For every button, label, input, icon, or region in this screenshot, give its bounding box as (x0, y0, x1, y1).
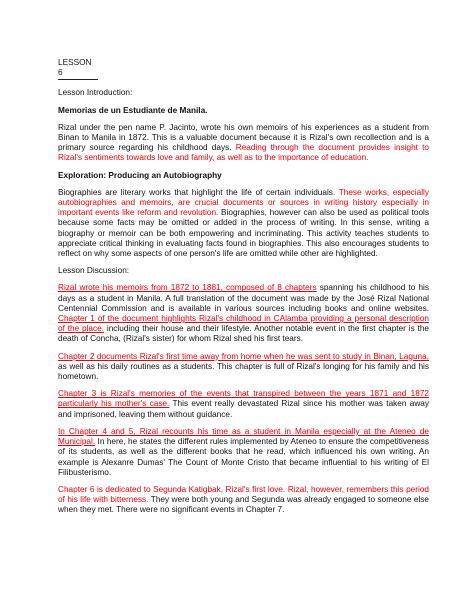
paragraph-chapter-2 (58, 352, 429, 383)
highlight-run: Chapter 2 documents Rizal's first time away from home when he was sent to study in Binan, Laguna, (58, 351, 429, 361)
text-run: They were both young and Segunda was already engaged to someone else when they met. There were no significant events in Chapter 7. (58, 495, 430, 515)
highlight-run: Rizal wrote his memoirs from 1872 to 1881, composed of 8 chapters (58, 283, 317, 293)
paragraph-chapter-3 (58, 389, 429, 420)
discussion-heading: Lesson Discussion: (58, 266, 130, 276)
highlight-run: These works, especially autobiographies and memoirs, are crucial documents or sources in writing history especially in important events like reform and revolution. (58, 187, 430, 218)
text-run: as well as his daily routines as a students. This chapter is full of Rizal's longing for his family and his hometown. (58, 361, 429, 382)
document-title: Memorias de un Estudiante de Manila. (58, 105, 208, 115)
text-run: Biographies, however can also be used as political tools because some facts may be omitted or added in the process of writing. In this sense, writing a biography or memoir can be both empowering and incriminating. This activity teaches students to appreciate critical thinking in evaluating facts found in biographies. This also encourages students to reflect on why some aspects of one person's life are omitted while other are highlighted. (58, 208, 429, 259)
paragraph-intro (58, 123, 429, 164)
text-run: including their house and their lifestyle. Another notable event in the first chapter is the death of Concha, (Rizal's sister) for whom Rizal shed his first tears. (58, 324, 429, 344)
text-run: Biographies are literary works that highlight the life of certain individuals. (58, 187, 339, 197)
highlight-run: Chapter 3 is Rizal's memories of the events that transpired between the years 1871 and 1872 particularly his mother's case. (58, 389, 429, 409)
text-run: Rizal under the pen name P. Jacinto, wrote his own memoirs of his experiences as a student from Binan to Manila in 1872. This is a valuable document because it is Rizal's own recollection and is a primary source regarding his childhood days. (58, 122, 429, 153)
text-run: In here, he states the different rules implemented by Ateneo to ensure the competitiveness of its students, as well as the different books that he read, which influenced his own writing. An example is Alexanre Dumas' The Count of Monte Cristo that became influential to his writing of El Filibusterismo. (58, 437, 429, 477)
lesson-label: LESSON 6 (58, 58, 98, 80)
paragraph-exploration (58, 188, 429, 259)
highlight-run: In Chapter 4 and 5, Rizal recounts his time as a student in Manila especially at the Ateneo de Municipal. (58, 426, 429, 447)
paragraph-memoirs (58, 283, 429, 344)
highlight-run: Chapter 1 of the document highlights Rizal's childhood in CAlamba providing a personal description of the place. (58, 314, 429, 334)
highlight-run: Reading through the document provides insight to Rizal's sentiments towards love and family, as well as to the importance of education. (58, 143, 429, 163)
paragraph-chapter-6 (58, 485, 429, 516)
text-run: spanning his childhood to his days as a student in Manila. A full translation of the document was made by the José Rizal National Centennial Commission and is available in various sources including books and online websites. (58, 283, 429, 313)
text-run: This event really devastated Rizal since his mother was taken away and imprisoned, leaving them without guidance. (58, 399, 430, 419)
exploration-heading: Exploration: Producing an Autobiography (58, 170, 222, 180)
highlight-run: Chapter 6 is dedicated to Segunda Katigbak, Rizal's first love. Rizal, however, remembers this period of his life with bitterness. (58, 484, 429, 505)
intro-heading: Lesson Introduction: (58, 88, 133, 98)
paragraph-chapter-4-5 (58, 427, 429, 478)
